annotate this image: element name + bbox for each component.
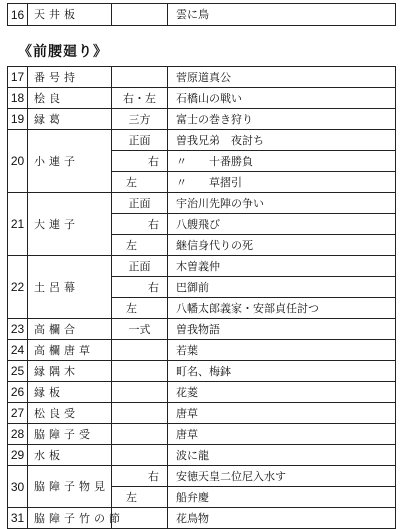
position: 左: [112, 298, 168, 319]
table-row: [8, 319, 396, 340]
carving-subject: 木曽義仲: [168, 256, 396, 277]
carving-subject: 波に龍: [168, 445, 396, 466]
table-row: [8, 130, 396, 151]
row-number: 30: [8, 466, 28, 508]
row-number: 16: [8, 4, 28, 26]
part-name: 縁葛: [28, 109, 112, 130]
carving-subject: 船弁慶: [168, 487, 396, 508]
position: [112, 424, 168, 445]
part-name: 脇障子竹の節: [28, 508, 112, 529]
table-row: [8, 4, 396, 26]
carving-subject: 富士の巻き狩り: [168, 109, 396, 130]
position: [112, 361, 168, 382]
carving-subject: 石橋山の戦い: [168, 88, 396, 109]
part-name: 縁板: [28, 382, 112, 403]
part-name: 高欄唐草: [28, 340, 112, 361]
position: 右: [112, 466, 168, 487]
row-number: 20: [8, 130, 28, 193]
position: [112, 340, 168, 361]
carving-subject: 唐草: [168, 424, 396, 445]
part-name: 高欄合: [28, 319, 112, 340]
part-name: 脇障子受: [28, 424, 112, 445]
row-number: 31: [8, 508, 28, 529]
carving-subject: 花鳥物: [168, 508, 396, 529]
position: [112, 67, 168, 88]
carving-subject: 宇治川先陣の争い: [168, 193, 396, 214]
position: 一式: [112, 319, 168, 340]
carving-subject: 菅原道真公: [168, 67, 396, 88]
row-number: 24: [8, 340, 28, 361]
position: 左: [112, 487, 168, 508]
table-row: [8, 193, 396, 214]
position: 左: [112, 235, 168, 256]
position: 右: [112, 277, 168, 298]
carving-subject: 雲に鳥: [168, 4, 396, 26]
carving-subject: 〃 十番勝負: [168, 151, 396, 172]
carving-subject: 唐草: [168, 403, 396, 424]
carving-subject: 巴御前: [168, 277, 396, 298]
position: [112, 403, 168, 424]
carving-subject: 継信身代りの死: [168, 235, 396, 256]
row-number: 22: [8, 256, 28, 319]
part-name: 土呂幕: [28, 256, 112, 319]
position: 正面: [112, 256, 168, 277]
position: 右: [112, 151, 168, 172]
position: [112, 445, 168, 466]
position: [112, 382, 168, 403]
row-number: 17: [8, 67, 28, 88]
position: 三方: [112, 109, 168, 130]
part-name: 番号持: [28, 67, 112, 88]
part-name: 松良受: [28, 403, 112, 424]
table-row: [8, 340, 396, 361]
carving-subject: 〃 草摺引: [168, 172, 396, 193]
row-number: 28: [8, 424, 28, 445]
carvings-table: [7, 66, 396, 529]
carving-subject: 花菱: [168, 382, 396, 403]
table-row: [8, 466, 396, 487]
table-row: [8, 109, 396, 130]
section-heading: 《前腰廻り》: [18, 44, 108, 60]
table-row: [8, 424, 396, 445]
carving-subject: 八幡太郎義家・安部貞任討つ: [168, 298, 396, 319]
row-number: 25: [8, 361, 28, 382]
position: 左: [112, 172, 168, 193]
row-number: 26: [8, 382, 28, 403]
carving-subject: 八艘飛び: [168, 214, 396, 235]
position: 正面: [112, 193, 168, 214]
table-row: [8, 445, 396, 466]
top-table: [7, 3, 396, 26]
part-name: 脇障子物見: [28, 466, 112, 508]
part-name: 大連子: [28, 193, 112, 256]
row-number: 19: [8, 109, 28, 130]
carving-subject: 曽我兄弟 夜討ち: [168, 130, 396, 151]
row-number: 29: [8, 445, 28, 466]
table-row: [8, 403, 396, 424]
position: 右: [112, 214, 168, 235]
position: 正面: [112, 130, 168, 151]
table-row: [8, 256, 396, 277]
table-row: [8, 382, 396, 403]
carving-subject: 安徳天皇二位尼入水す: [168, 466, 396, 487]
part-name: 天井板: [28, 4, 112, 26]
part-name: 縁隅木: [28, 361, 112, 382]
carving-subject: 若葉: [168, 340, 396, 361]
position: [112, 4, 168, 26]
row-number: 18: [8, 88, 28, 109]
table-row: [8, 361, 396, 382]
carving-subject: 曽我物語: [168, 319, 396, 340]
table-row: [8, 67, 396, 88]
part-name: 桧良: [28, 88, 112, 109]
table-row: [8, 508, 396, 529]
row-number: 21: [8, 193, 28, 256]
table-row: [8, 88, 396, 109]
part-name: 小連子: [28, 130, 112, 193]
position: 右・左: [112, 88, 168, 109]
carving-subject: 町名、梅鉢: [168, 361, 396, 382]
row-number: 23: [8, 319, 28, 340]
part-name: 水板: [28, 445, 112, 466]
row-number: 27: [8, 403, 28, 424]
